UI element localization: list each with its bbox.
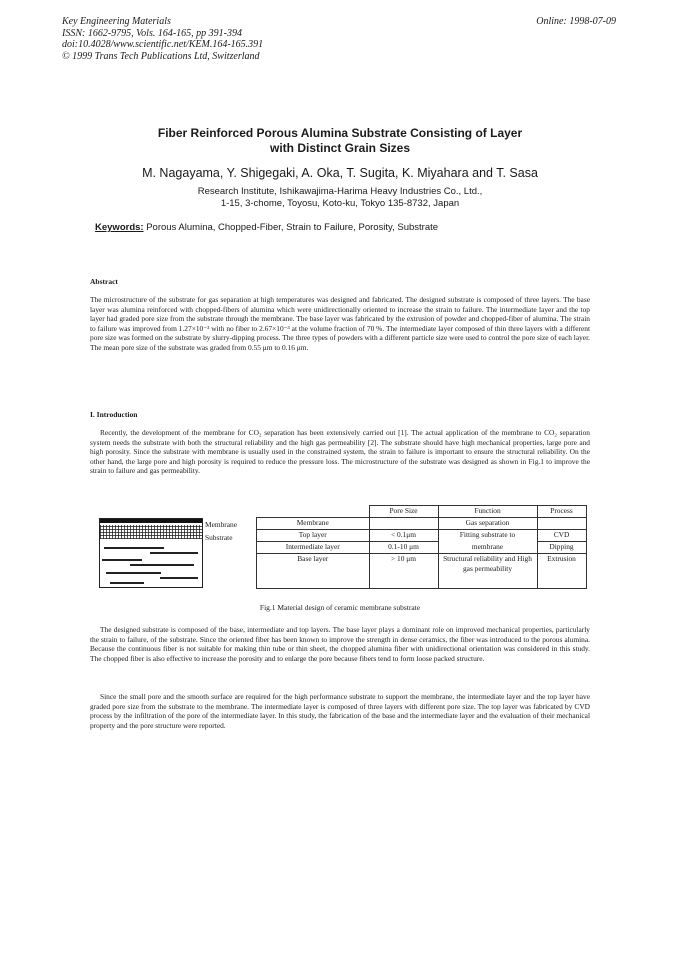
process-cell: CVD [537,530,586,542]
affiliation-line-1: Research Institute, Ishikawajima-Harima Heavy Industries Co., Ltd., [197,186,483,197]
intro-heading: I. Introduction [90,410,138,419]
substrate-label: Substrate [205,533,233,542]
fiber [130,564,194,566]
body-paragraph-1: The designed substrate is composed of the base, intermediate and top layers. The base layer plays a dominant role on improved mechanical properties, particularly the strain to failure, of the substrate. Since the oriented fiber has been known to improve the strength in dense ceramics, the fiber was introduced to the porous alumina. Because the continuous fiber is not suitable for making thin tube or thin sheet, the chopped alumina fiber with unidirectional orientation was considered in this study. The chopped fiber is also effective to increase the porosity and to enlarge the pore because fibers tend to form loose packed structure. [90,625,590,663]
body-paragraph-2: Since the small pore and the smooth surface are required for the high performance substrate to support the membrane, the intermediate layer and the top layer have graded pore size from the substrate to the membrane. The intermediate layer is composed of three layers with different pore size. The top layer was fabricated by CVD process by the infiltration of the pore of the intermediate layer. In this study, the fabrication of the base and the intermediate layer and the evaluation of their mechanical property and the pore structure were reported. [90,692,590,730]
layer-cell: Membrane [257,518,370,530]
authors: M. Nagayama, Y. Shigegaki, A. Oka, T. Sugita, K. Miyahara and T. Sasa [142,166,538,180]
fiber [102,559,142,561]
process-cell: Dipping [537,542,586,554]
affiliation-line-2: 1-15, 3-chome, Toyosu, Koto-ku, Tokyo 135-8732, Japan [220,198,460,209]
fiber [110,582,144,584]
fiber [150,552,198,554]
fiber [106,572,161,574]
copyright-line: © 1999 Trans Tech Publications Ltd, Switzerland [62,50,260,62]
pore-cell: < 0.1μm [369,530,438,542]
layer-cell: Intermediate layer [257,542,370,554]
title-line-1: Fiber Reinforced Porous Alumina Substrate Consisting of Layer [157,126,523,140]
figure-caption: Fig.1 Material design of ceramic membrane substrate [259,603,421,612]
table-row [257,554,587,589]
layer-cell: Top layer [257,530,370,542]
online-date: Online: 1998-07-09 [536,16,616,27]
intermediate-layer [100,525,202,539]
function-cell: Fitting substrate to [438,530,537,542]
journal-name: Key Engineering Materials [62,16,171,27]
process-cell [537,518,586,530]
layer-cell: Base layer [257,554,370,589]
table-header-function: Function [438,506,537,518]
fiber [160,577,198,579]
membrane-layer [100,519,202,523]
function-cell: Structural reliability and High gas permeability [438,554,537,589]
table-header-pore: Pore Size [369,506,438,518]
doi-line: doi:10.4028/www.scientific.net/KEM.164-165.391 [62,39,264,50]
table-row [257,518,587,530]
keywords-text: Porous Alumina, Chopped-Fiber, Strain to Failure, Porosity, Substrate [146,222,439,233]
pore-cell: 0.1-10 μm [369,542,438,554]
intro-text: Recently, the development of the membrane for CO₂ separation has been extensively carried out [1]. The actual application of the membrane to CO₂ separation system needs the substrate with both the structural reliability and the high gas permeability [2]. The substrate should have high mechanical properties, large pore and high porosity. Since the substrate with membrane is usually used in the constrained system, the strain to failure is important to ensure the structural reliability. On the other hand, the large pore and high porosity is required to reduce the pressure loss. The microstructure of the substrate was designed as shown in Fig.1 to improve the strain to failure and gas permeability. [90,428,590,476]
affiliation [60,186,620,210]
journal-header [62,16,263,62]
issn-line: ISSN: 1662-9795, Vols. 164-165, pp 391-394 [62,27,242,39]
table-row [257,542,587,554]
membrane-label: Membrane [205,520,238,529]
function-cell: Gas separation [438,518,537,530]
substrate-layer-diagram [99,518,203,588]
table-header-process: Process [537,506,586,518]
pore-cell: > 10 μm [369,554,438,589]
abstract-heading: Abstract [90,277,118,286]
table-header-blank [257,506,370,518]
abstract-text: The microstructure of the substrate for gas separation at high temperatures was designed and fabricated. The designed substrate is composed of three layers. The base layer was alumina reinforced with chopped-fibers of alumina which were unidirectionally oriented to increase the strain to failure. The intermediate layer and the top layer had graded pore size from the substrate through the membrane. The base layer was fabricated by the extrusion of powder and chopped-fiber of alumina. The strain to failure was improved from 1.27×10⁻³ with no fiber to 2.67×10⁻³ at the volume fraction of 70 %. The intermediate layer composed of thin three layers with a different pore size was formed on the substrate by slurry-dipping process. The three types of powders with a different particle size were used to control the pore size of each layer. The mean pore size of the substrate was graded from 0.55 μm to 0.16 μm. [90,295,590,352]
title-line-2: with Distinct Grain Sizes [269,141,411,155]
table-header-row [257,506,587,518]
pore-cell [369,518,438,530]
keywords-label: Keywords: [95,222,144,233]
fiber [104,547,164,549]
material-design-table [256,505,587,589]
function-cell: membrane [438,542,537,554]
paper-title [90,126,590,156]
table-row [257,530,587,542]
keywords [95,222,438,233]
process-cell: Extrusion [537,554,586,589]
